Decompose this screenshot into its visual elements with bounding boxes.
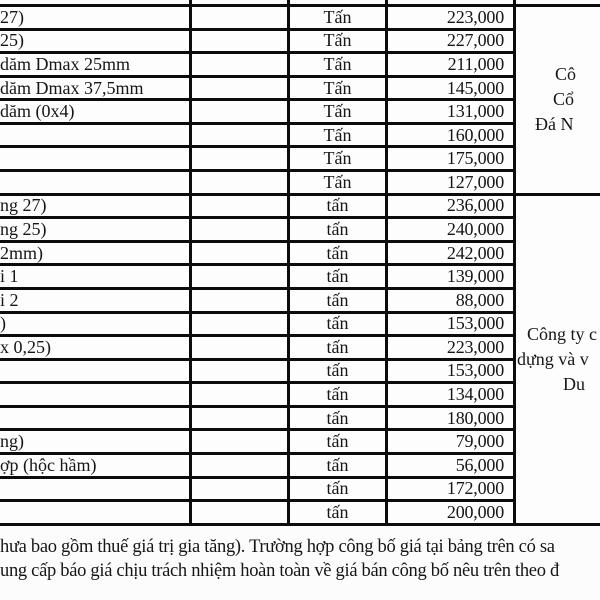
item-cell: ) <box>0 314 192 338</box>
spec-cell <box>192 384 290 408</box>
unit-cell: tấn <box>290 196 388 220</box>
price-cell: 172,000 <box>388 479 516 503</box>
spec-cell <box>192 361 290 385</box>
price-cell: 79,000 <box>388 431 516 455</box>
spec-cell <box>192 196 290 220</box>
unit-cell: Tấn <box>290 125 388 149</box>
supplier-name-fragment: Đá N <box>535 114 574 135</box>
item-cell: 27) <box>0 7 192 31</box>
item-cell: ng) <box>0 431 192 455</box>
item-cell: dăm Dmax 25mm <box>0 54 192 78</box>
unit-cell: tấn <box>290 431 388 455</box>
footer-note-line-2: ung cấp báo giá chịu trách nhiệm hoàn toàn về giá bán công bố nêu trên theo đ <box>0 561 559 581</box>
spec-cell <box>192 78 290 102</box>
spec-cell <box>192 219 290 243</box>
spec-cell <box>192 408 290 432</box>
unit-cell: Tấn <box>290 172 388 196</box>
supplier-name-fragment: Công ty c <box>527 323 597 344</box>
supplier-name-fragment: Du <box>563 373 585 394</box>
supplier-cell <box>516 196 600 526</box>
price-cell: 56,000 <box>388 455 516 479</box>
item-cell: dăm (0x4) <box>0 101 192 125</box>
spec-cell <box>192 125 290 149</box>
spec-cell <box>192 7 290 31</box>
item-cell: ng 25) <box>0 219 192 243</box>
item-cell: 2mm) <box>0 243 192 267</box>
item-cell <box>0 479 192 503</box>
unit-cell: Tấn <box>290 31 388 55</box>
supplier-cell <box>516 7 600 196</box>
supplier-name-fragment: Cô <box>555 64 577 85</box>
price-cell: 139,000 <box>388 266 516 290</box>
spec-cell <box>192 31 290 55</box>
item-cell <box>0 384 192 408</box>
price-cell: 180,000 <box>388 408 516 432</box>
spec-cell <box>192 101 290 125</box>
price-cell: 211,000 <box>388 54 516 78</box>
spec-cell <box>192 314 290 338</box>
price-cell: 223,000 <box>388 7 516 31</box>
price-cell: 227,000 <box>388 31 516 55</box>
item-cell <box>0 172 192 196</box>
unit-cell: tấn <box>290 219 388 243</box>
item-cell <box>0 502 192 526</box>
item-cell: 25) <box>0 31 192 55</box>
item-cell <box>0 408 192 432</box>
unit-cell: tấn <box>290 455 388 479</box>
price-cell: 200,000 <box>388 502 516 526</box>
unit-cell: Tấn <box>290 101 388 125</box>
spec-cell <box>192 148 290 172</box>
unit-cell: tấn <box>290 408 388 432</box>
price-table <box>0 4 600 526</box>
unit-cell: tấn <box>290 290 388 314</box>
unit-cell: tấn <box>290 243 388 267</box>
spec-cell <box>192 479 290 503</box>
unit-cell: tấn <box>290 361 388 385</box>
footer-note-line-1: hưa bao gồm thuế giá trị gia tăng). Trường hợp công bố giá tại bảng trên có sa <box>0 537 555 557</box>
supplier-name-fragment: dựng và v <box>517 348 589 369</box>
item-cell <box>0 148 192 172</box>
unit-cell: Tấn <box>290 54 388 78</box>
spec-cell <box>192 431 290 455</box>
unit-cell: tấn <box>290 314 388 338</box>
unit-cell: Tấn <box>290 7 388 31</box>
supplier-name-fragment: Cổ <box>553 89 575 110</box>
unit-cell: tấn <box>290 266 388 290</box>
spec-cell <box>192 455 290 479</box>
item-cell: dăm Dmax 37,5mm <box>0 78 192 102</box>
spec-cell <box>192 266 290 290</box>
price-cell: 223,000 <box>388 337 516 361</box>
unit-cell: tấn <box>290 502 388 526</box>
unit-cell: Tấn <box>290 148 388 172</box>
spec-cell <box>192 54 290 78</box>
item-cell: x 0,25) <box>0 337 192 361</box>
price-cell: 240,000 <box>388 219 516 243</box>
item-cell <box>0 361 192 385</box>
spec-cell <box>192 337 290 361</box>
price-cell: 127,000 <box>388 172 516 196</box>
price-cell: 153,000 <box>388 314 516 338</box>
spec-cell <box>192 243 290 267</box>
item-cell: ợp (hộc hầm) <box>0 455 192 479</box>
price-cell: 134,000 <box>388 384 516 408</box>
item-cell: i 1 <box>0 266 192 290</box>
spec-cell <box>192 502 290 526</box>
unit-cell: tấn <box>290 384 388 408</box>
price-cell: 145,000 <box>388 78 516 102</box>
price-cell: 131,000 <box>388 101 516 125</box>
price-cell: 153,000 <box>388 361 516 385</box>
spec-cell <box>192 172 290 196</box>
unit-cell: Tấn <box>290 78 388 102</box>
unit-cell: tấn <box>290 479 388 503</box>
item-cell: i 2 <box>0 290 192 314</box>
price-cell: 236,000 <box>388 196 516 220</box>
item-cell: ng 27) <box>0 196 192 220</box>
price-cell: 160,000 <box>388 125 516 149</box>
unit-cell: tấn <box>290 337 388 361</box>
spec-cell <box>192 290 290 314</box>
item-cell <box>0 125 192 149</box>
price-cell: 242,000 <box>388 243 516 267</box>
footer-notes <box>0 535 600 583</box>
price-cell: 175,000 <box>388 148 516 172</box>
price-cell: 88,000 <box>388 290 516 314</box>
